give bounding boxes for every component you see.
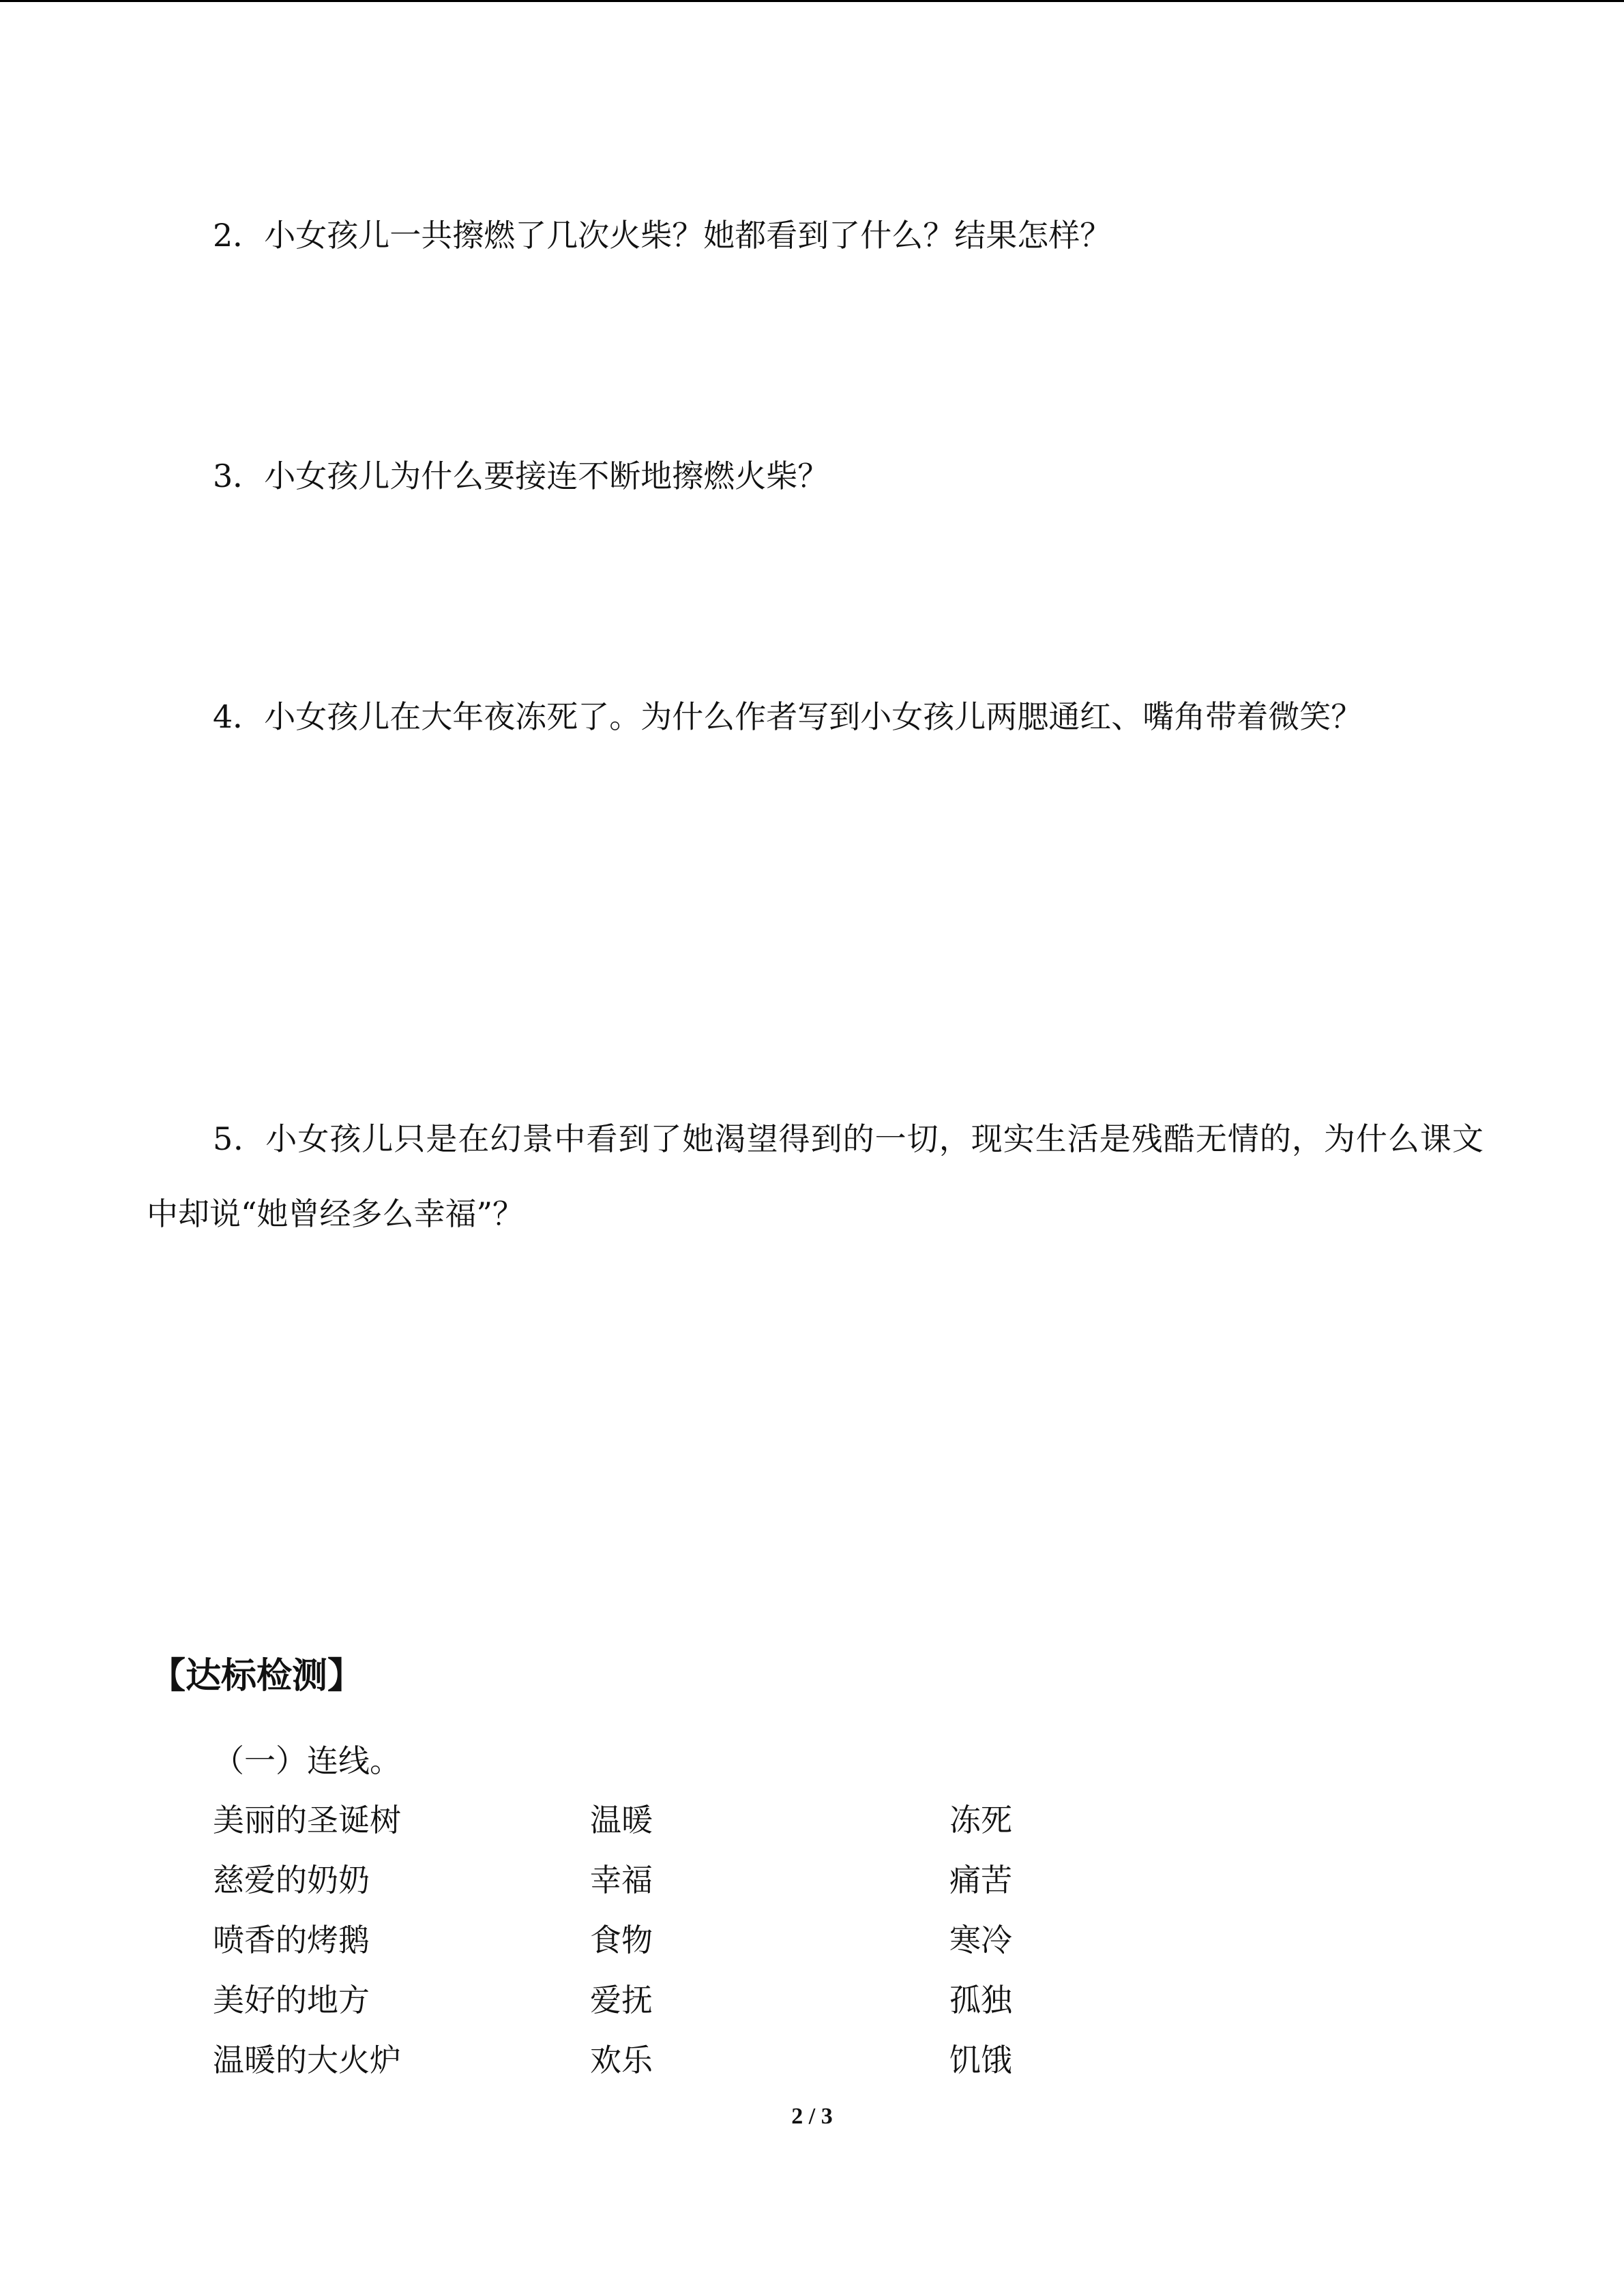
matching-row [0, 2044, 1624, 2085]
matching-row [0, 1864, 1624, 1905]
matching-row [0, 1984, 1624, 2025]
matching-outcome: 冻死 [949, 1802, 1012, 1838]
matching-row [0, 1924, 1624, 1965]
matching-noun: 温暖 [590, 1802, 653, 1838]
matching-outcome: 痛苦 [949, 1862, 1012, 1898]
question-3: 3．小女孩儿为什么要接连不断地擦燃火柴？ [213, 458, 829, 494]
matching-exercise-title: （一）连线。 [213, 1742, 401, 1779]
matching-outcome: 饥饿 [949, 2042, 1012, 2078]
section-heading-assessment: 【达标检测】 [150, 1656, 364, 1697]
matching-row [0, 1804, 1624, 1845]
matching-outcome: 寒冷 [949, 1922, 1012, 1958]
question-2: 2．小女孩儿一共擦燃了几次火柴？她都看到了什么？结果怎样？ [213, 217, 1112, 254]
page-number: 2 / 3 [791, 2104, 833, 2129]
matching-phrase: 温暖的大火炉 [213, 2042, 401, 2078]
matching-noun: 食物 [590, 1922, 653, 1958]
matching-phrase: 慈爱的奶奶 [213, 1862, 370, 1898]
question-4: 4．小女孩儿在大年夜冻死了。为什么作者写到小女孩儿两腮通红、嘴角带着微笑？ [213, 698, 1363, 735]
matching-noun: 爱抚 [590, 1982, 653, 2018]
question-5: 5．小女孩儿只是在幻景中看到了她渴望得到的一切，现实生活是残酷无情的，为什么课文中却说“她曾经多么幸福”？ [147, 1120, 1483, 1232]
matching-noun: 幸福 [590, 1862, 653, 1898]
page-top-border [0, 0, 1624, 2]
matching-outcome: 孤独 [949, 1982, 1012, 2018]
matching-phrase: 喷香的烤鹅 [213, 1922, 370, 1958]
matching-phrase: 美丽的圣诞树 [213, 1802, 401, 1838]
matching-phrase: 美好的地方 [213, 1982, 370, 2018]
matching-noun: 欢乐 [590, 2042, 653, 2078]
